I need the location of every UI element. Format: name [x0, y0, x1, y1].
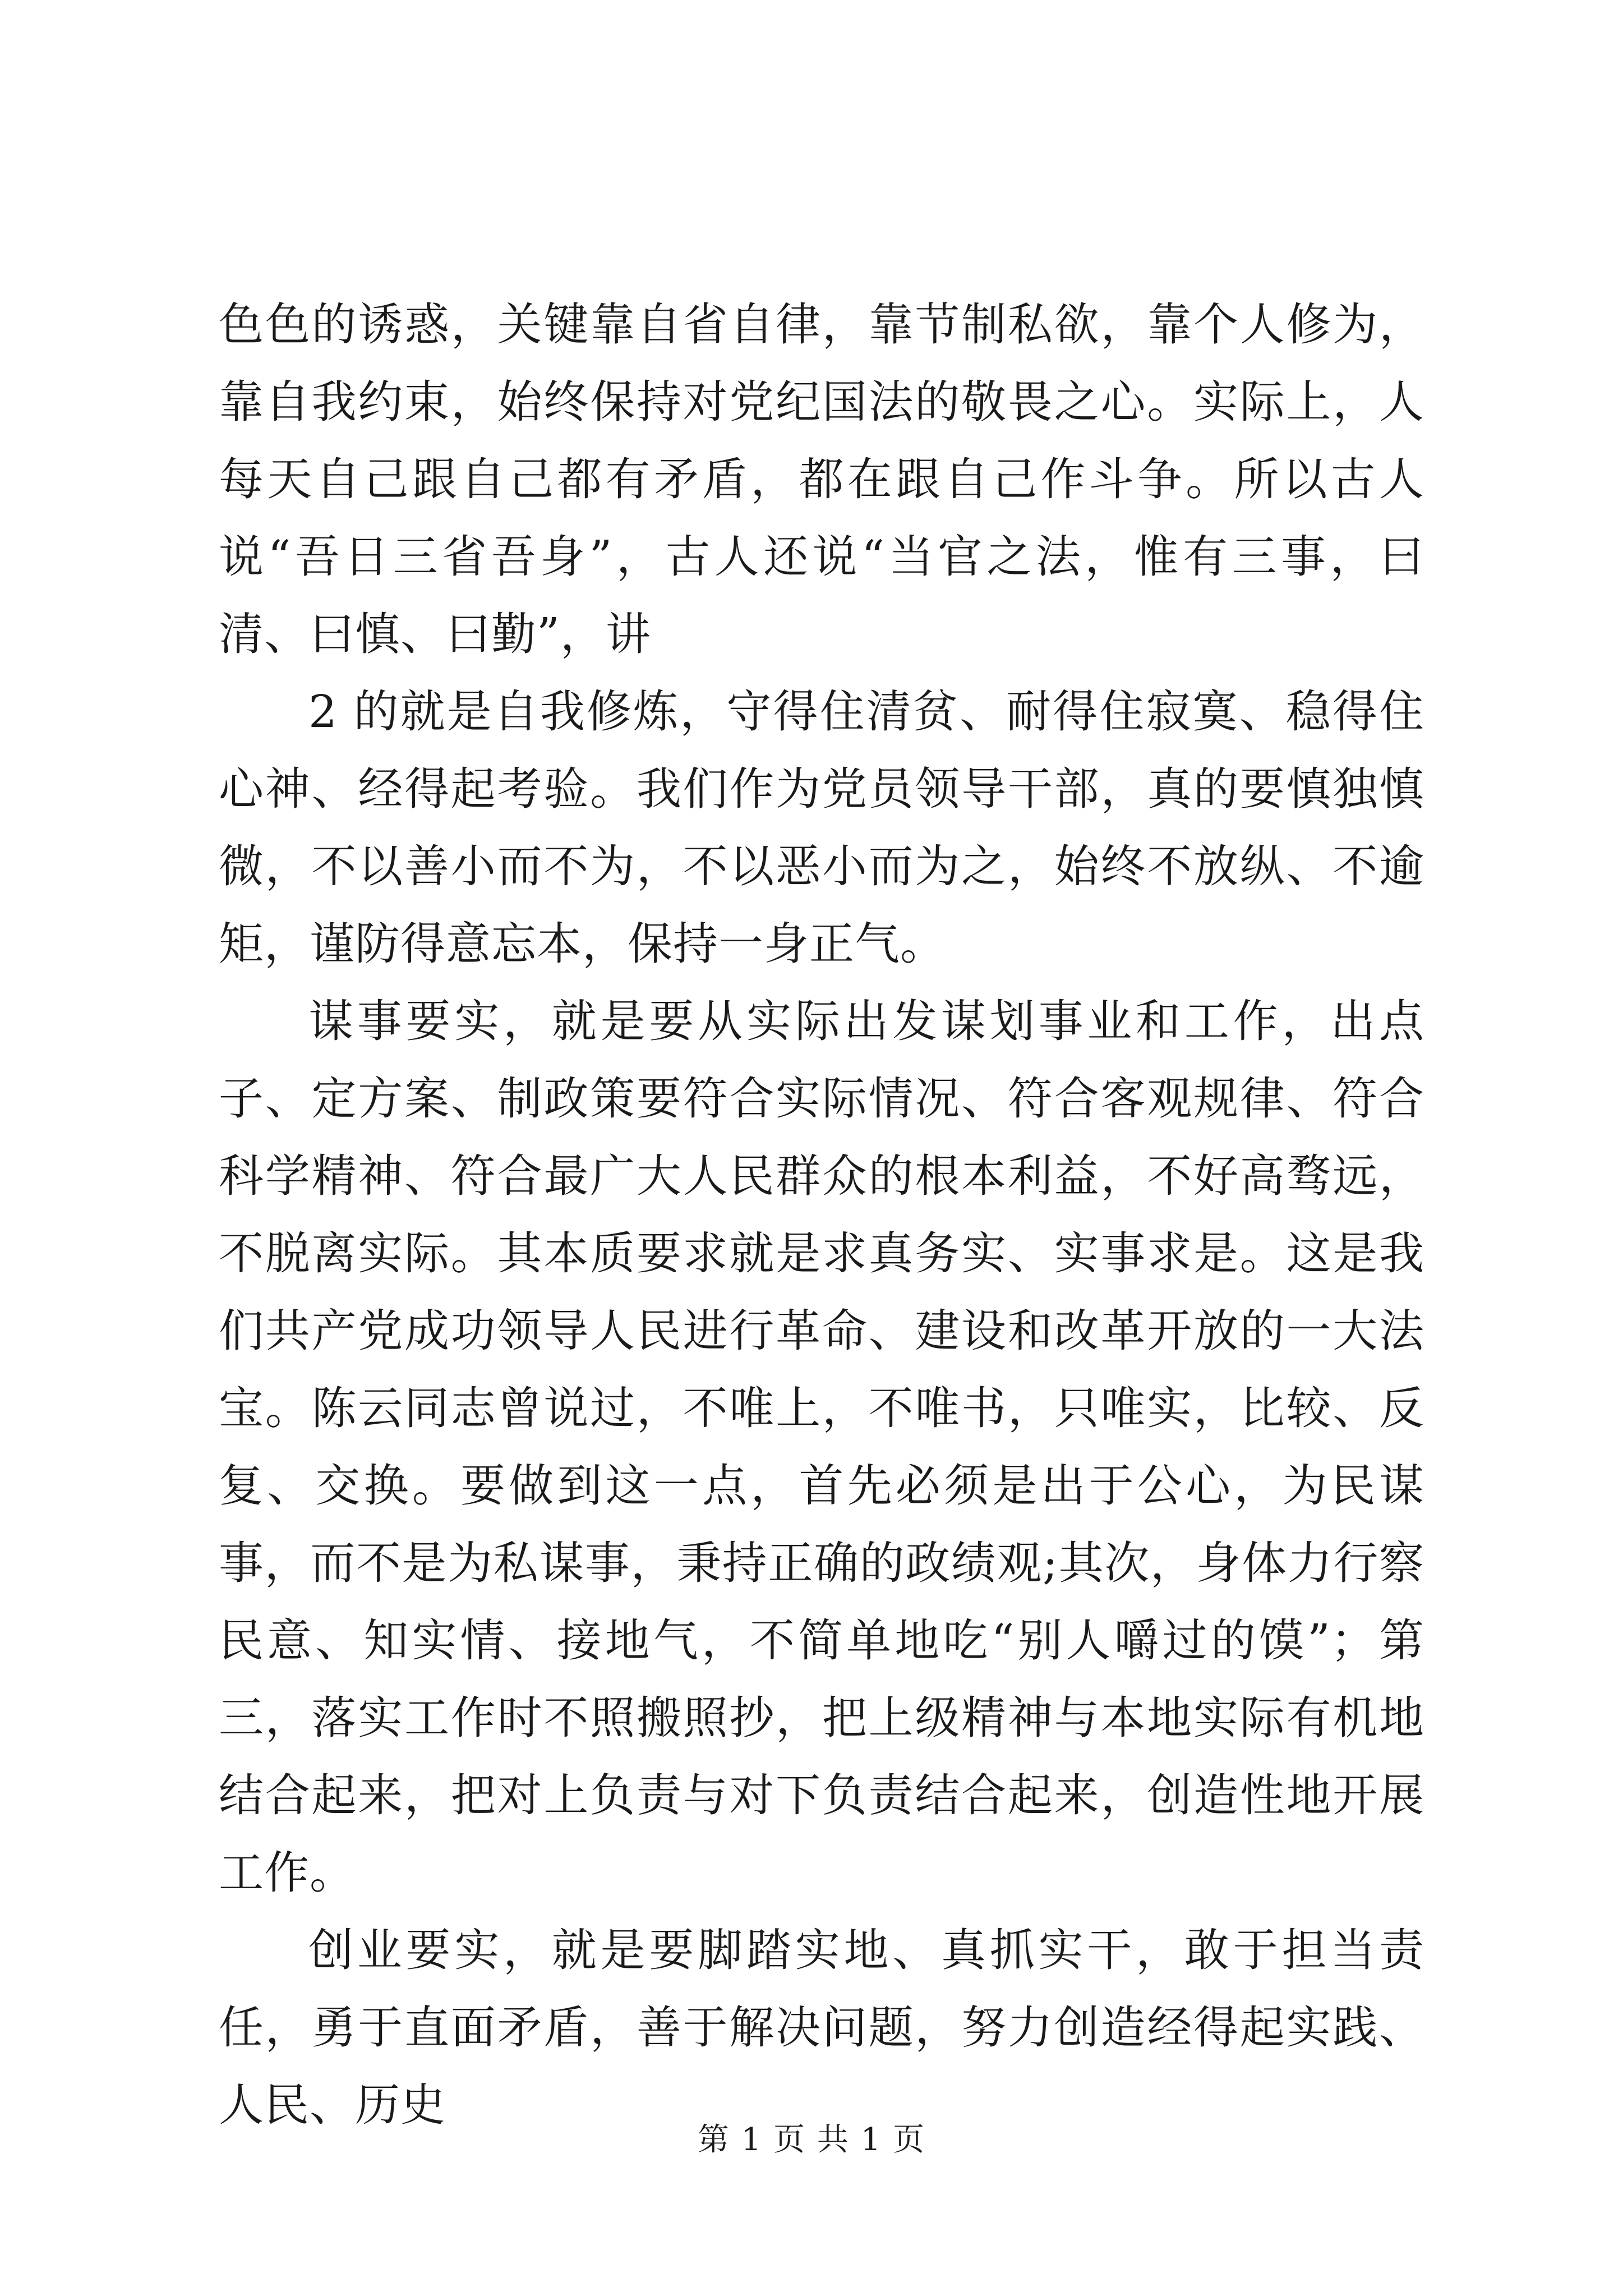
paragraph-2: 2 的就是自我修炼，守得住清贫、耐得住寂寞、稳得住心神、经得起考验。我们作为党员领导干部，真的要慎独慎微，不以善小而不为，不以恶小而为之，始终不放纵、不逾矩，谨防得意忘本，保持一身正气。 — [219, 685, 1424, 970]
document-body — [219, 286, 1424, 2144]
page-footer — [0, 2115, 1623, 2160]
paragraph-4: 创业要实，就是要脚踏实地、真抓实干，敢于担当责任，勇于直面矛盾，善于解决问题，努力创造经得起实践、人民、历史 — [219, 1924, 1424, 2131]
paragraph-1: 色色的诱惑，关键靠自省自律，靠节制私欲，靠个人修为，靠自我约束，始终保持对党纪国法的敬畏之心。实际上，人每天自己跟自己都有矛盾，都在跟自己作斗争。所以古人说“吾日三省吾身”，古人还说“当官之法，惟有三事，曰清、曰慎、曰勤”，讲 — [219, 298, 1424, 660]
page-number-label: 第 1 页 共 1 页 — [697, 2122, 926, 2158]
paragraph-3: 谋事要实，就是要从实际出发谋划事业和工作，出点子、定方案、制政策要符合实际情况、符合客观规律、符合科学精神、符合最广大人民群众的根本利益，不好高骛远，不脱离实际。其本质要求就是求真务实、实事求是。这是我们共产党成功领导人民进行革命、建设和改革开放的一大法宝。陈云同志曾说过，不唯上，不唯书，只唯实，比较、反复、交换。要做到这一点，首先必须是出于公心，为民谋事，而不是为私谋事，秉持正确的政绩观;其次，身体力行察民意、知实情、接地气，不简单地吃“别人嚼过的馍”；第三，落实工作时不照搬照抄，把上级精神与本地实际有机地结合起来，把对上负责与对下负责结合起来，创造性地开展工作。 — [219, 995, 1424, 1899]
